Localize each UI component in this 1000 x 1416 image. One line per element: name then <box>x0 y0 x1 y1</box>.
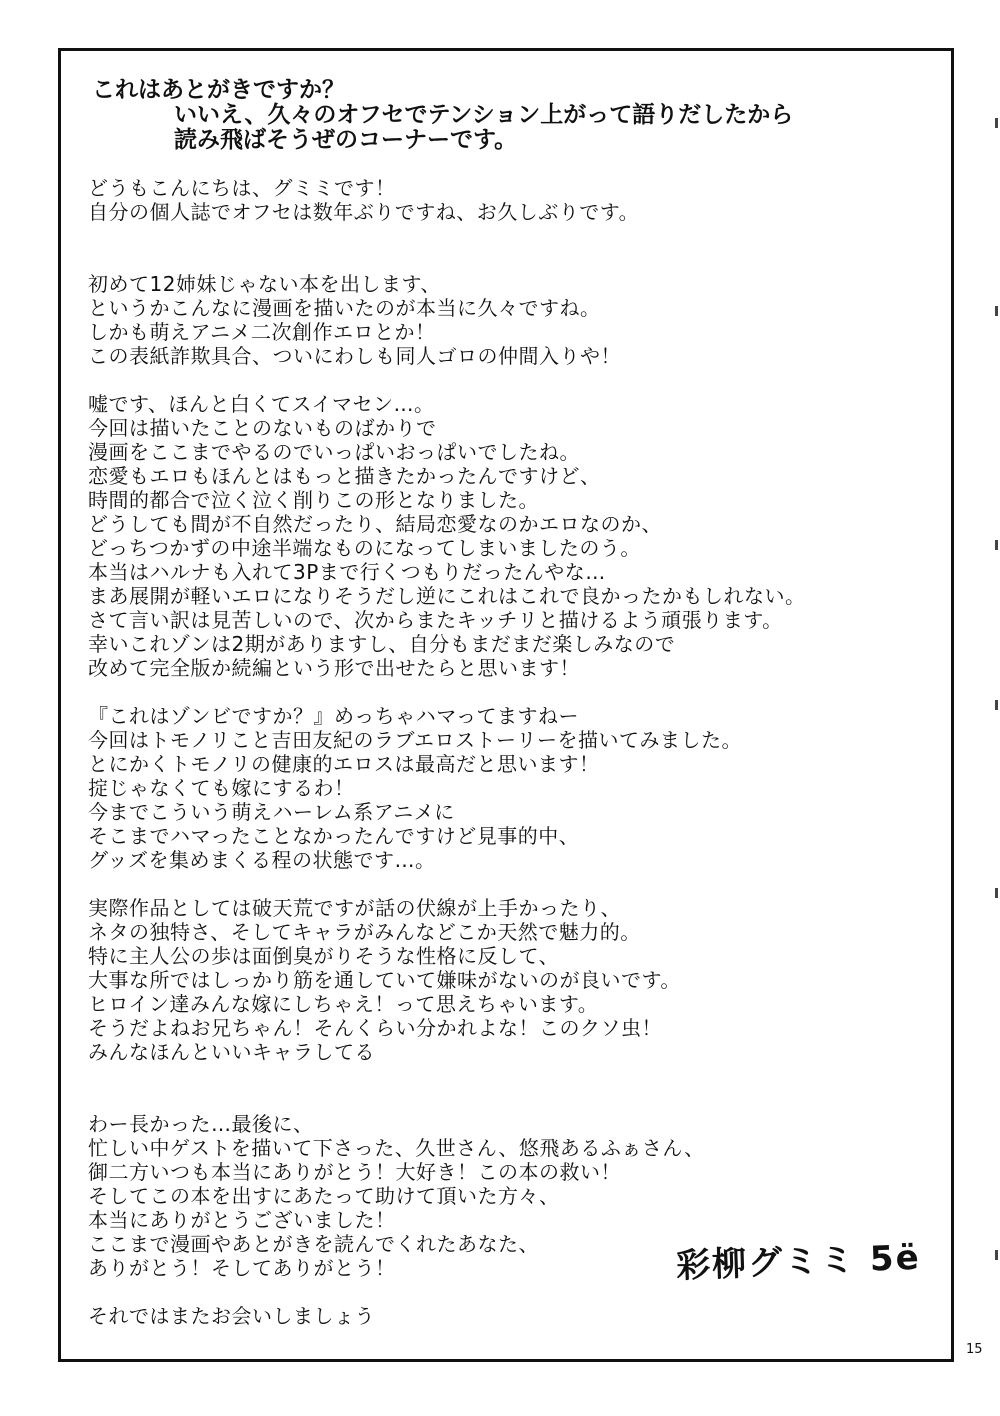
scan-edge-mark <box>995 118 998 128</box>
text-line: わー長かった…最後に、 <box>88 1112 314 1136</box>
text-line: 幸いこれゾンは2期がありますし、自分もまだまだ楽しみなので <box>88 632 676 656</box>
text-line: 今までこういう萌えハーレム系アニメに <box>88 800 455 824</box>
text-line: そうだよねお兄ちゃん！そんくらい分かれよな！このクソ虫！ <box>88 1016 662 1040</box>
scan-edge-mark <box>995 888 998 898</box>
paragraph-apology <box>88 392 950 680</box>
scan-edge-mark <box>995 1250 998 1260</box>
paragraph-intro <box>88 272 950 368</box>
text-line: ありがとう！そしてありがとう！ <box>88 1256 396 1280</box>
text-line: 掟じゃなくても嫁にするわ！ <box>88 776 355 800</box>
text-line: というかこんなに漫画を描いたのが本当に久々ですね。 <box>88 296 601 320</box>
page-number: 15 <box>966 1342 983 1357</box>
text-line: ヒロイン達みんな嫁にしちゃえ！って思えちゃいます。 <box>88 992 599 1016</box>
afterword-body <box>88 176 950 1328</box>
text-line: 初めて12姉妹じゃない本を出します、 <box>88 272 441 296</box>
heading-line-2: いいえ、久々のオフセでテンション上がって語りだしたから <box>174 102 794 128</box>
paragraph-review <box>88 896 950 1064</box>
text-line: 時間的都合で泣く泣く削りこの形となりました。 <box>88 488 539 512</box>
text-line: まあ展開が軽いエロになりそうだし逆にこれはこれで良かったかもしれない。 <box>88 584 806 608</box>
text-line: どうしても間が不自然だったり、結局恋愛なのかエロなのか、 <box>88 512 662 536</box>
heading-line-3: 読み飛ばそうぜのコーナーです。 <box>174 127 518 153</box>
text-line: どうもこんにちは、グミミです！ <box>88 176 396 200</box>
text-line: しかも萌えアニメ二次創作エロとか！ <box>88 320 436 344</box>
text-line: そこまでハマったことなかったんですけど見事的中、 <box>88 824 580 848</box>
text-line: 自分の個人誌でオフセは数年ぶりですね、お久しぶりです。 <box>88 200 640 224</box>
text-line: そしてこの本を出すにあたって助けて頂いた方々、 <box>88 1184 560 1208</box>
text-line <box>88 1280 950 1304</box>
text-line: 大事な所ではしっかり筋を通していて嫌味がないのが良いです。 <box>88 968 681 992</box>
paragraph-greeting <box>88 176 950 224</box>
paragraph-series <box>88 704 950 872</box>
text-line: 嘘です、ほんと白くてスイマセン…。 <box>88 392 435 416</box>
text-line: 漫画をここまでやるのでいっぱいおっぱいでしたね。 <box>88 440 580 464</box>
text-line: ネタの独特さ、そしてキャラがみんなどこか天然で魅力的。 <box>88 920 641 944</box>
text-line: グッズを集めまくる程の状態です…。 <box>88 848 436 872</box>
scan-edge-mark <box>995 306 998 316</box>
scan-edge-mark <box>995 700 998 710</box>
afterword-heading <box>92 78 912 153</box>
text-line: 特に主人公の歩は面倒臭がりそうな性格に反して、 <box>88 944 560 968</box>
text-line: 今回はトモノリこと吉田友紀のラブエロストーリーを描いてみました。 <box>88 728 742 752</box>
text-line: 本当はハルナも入れて3Pまで行くつもりだったんやな… <box>88 560 606 584</box>
text-line: 恋愛もエロもほんとはもっと描きたかったんですけど、 <box>88 464 601 488</box>
text-line: 御二方いつも本当にありがとう！大好き！この本の救い！ <box>88 1160 621 1184</box>
text-line: とにかくトモノリの健康的エロスは最高だと思います！ <box>88 752 600 776</box>
text-line: 本当にありがとうございました！ <box>88 1208 396 1232</box>
author-signature: 彩柳グミミ 5ë <box>675 1237 922 1287</box>
text-line: さて言い訳は見苦しいので、次からまたキッチリと描けるよう頑張ります。 <box>88 608 783 632</box>
scan-edge-mark <box>995 540 998 550</box>
text-line: 忙しい中ゲストを描いて下さった、久世さん、悠飛あるふぁさん、 <box>88 1136 705 1160</box>
text-line: 改めて完全版か続編という形で出せたらと思います！ <box>88 656 580 680</box>
text-line: みんなほんといいキャラしてる <box>88 1040 375 1064</box>
text-line: それではまたお会いしましょう <box>88 1304 375 1328</box>
text-line: この表紙詐欺具合、ついにわしも同人ゴロの仲間入りや！ <box>88 344 621 368</box>
text-line: 今回は描いたことのないものばかりで <box>88 416 437 440</box>
heading-line-1: これはあとがきですか？ <box>92 77 345 103</box>
text-line: どっちつかずの中途半端なものになってしまいましたのう。 <box>88 536 641 560</box>
paragraph-thanks <box>88 1112 950 1328</box>
text-line: 『これはゾンビですか？』めっちゃハマってますねー <box>88 704 579 728</box>
text-line: ここまで漫画やあとがきを読んでくれたあなた、 <box>88 1232 539 1256</box>
text-line: 実際作品としては破天荒ですが話の伏線が上手かったり、 <box>88 896 621 920</box>
